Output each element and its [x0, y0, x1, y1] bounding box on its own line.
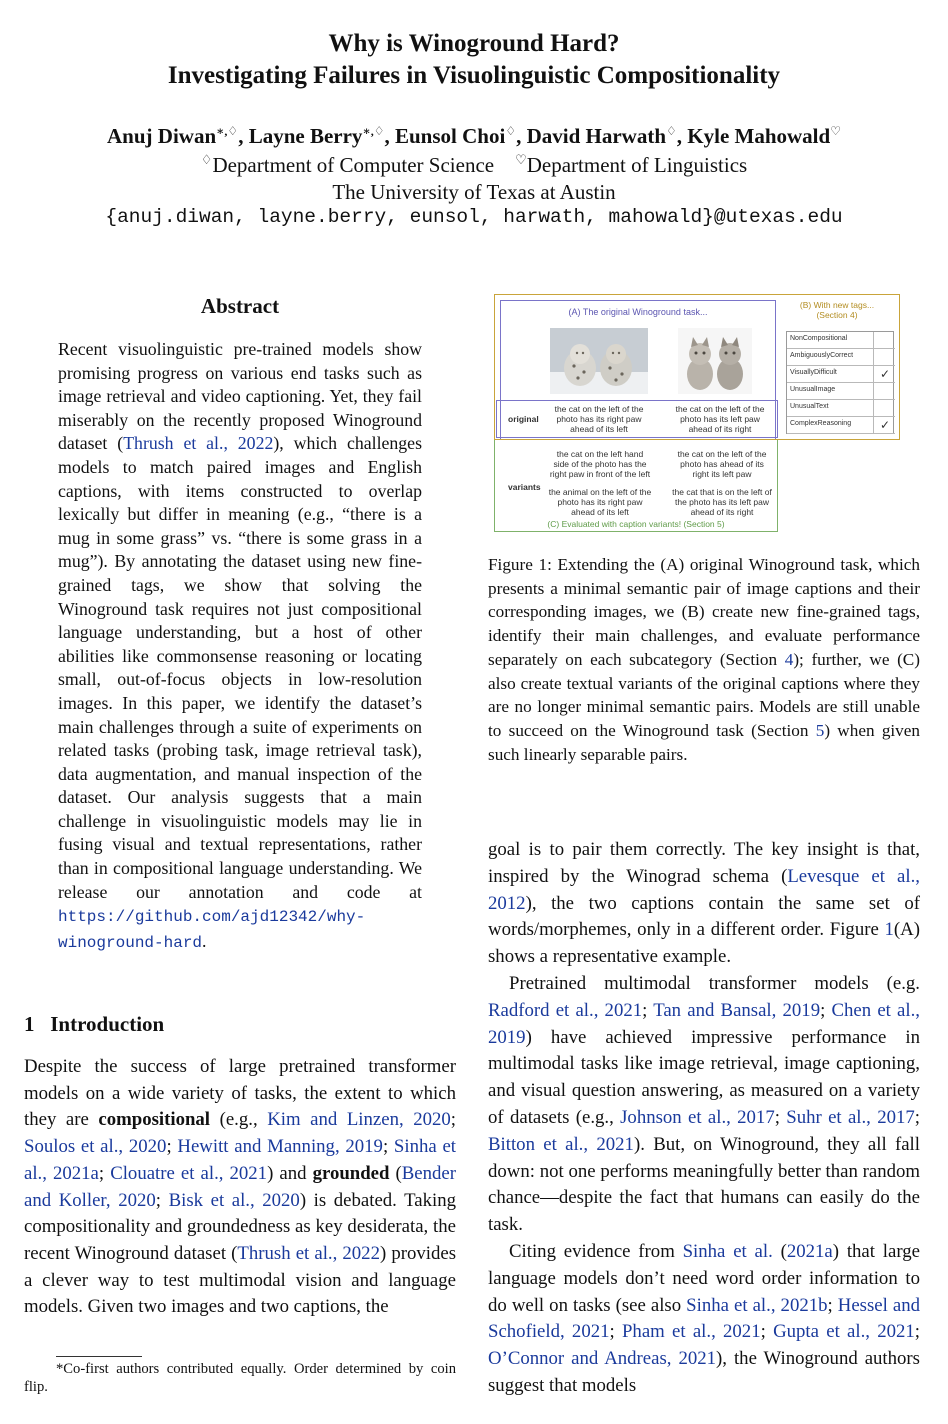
figure-var-left-1: the cat on the left hand side of the photo has the right paw in front of the left [549, 449, 651, 479]
text-run: ; [914, 1106, 920, 1128]
citation-link[interactable]: Johnson et al., 2017 [620, 1106, 775, 1128]
author-name: Layne Berry [248, 124, 363, 148]
figure-b-title: (B) With new tags... (Section 4) [799, 300, 875, 320]
figure-a-title: (A) The original Winoground task... [568, 307, 708, 317]
citation-link[interactable]: Gupta et al., 2021 [773, 1321, 915, 1343]
intro-paragraph [24, 1054, 456, 1321]
tag-name: VisuallyDifficult [790, 369, 837, 376]
figure-variants-label: variants [508, 482, 541, 492]
aff2: Department of Linguistics [526, 153, 748, 177]
check-icon [873, 400, 896, 416]
text-run: Figure 1: Extending the (A) original Winoground task, which presents a minimal semantic pair of image captions and their corresponding images, we (B) create new fine-grained tags, identify their main challenges, and evaluate performance separately on each subcategory (Section [488, 555, 920, 669]
aff1: Department of Computer Science [212, 153, 495, 177]
aff2-mark: ♡ [515, 152, 527, 167]
text-run: ); further, we (C) also create textual variants of the original captions where they are no longer minimal semantic pairs. Models are still unable to succeed on the Winoground task (Section [488, 649, 920, 740]
paper-title [0, 28, 948, 92]
tag-row [787, 417, 895, 434]
citation-link[interactable]: Bender and Koller, 2020 [24, 1162, 457, 1211]
tag-name: NonCompositional [790, 335, 848, 342]
text-run: ), the Winoground authors suggest that models [488, 1348, 920, 1396]
author-marks: ∗,♢ [216, 124, 239, 138]
text-run: ; [609, 1321, 622, 1343]
abstract-text-2: ), which challenges models to match paired images and English captions, with items constructed to overlap lexically but differ in meaning (e.g., “there is a mug in some grass” vs. “there is some grass in a mug”). By annotating the dataset using new fine-grained tags, we show that solving the Winoground task requires not just compositional language understanding, but a host of other abilities like commonsense reasoning or locating small, out-of-focus objects in low-resolution images. In this paper, we identify the dataset’s main challenges through a suite of experiments on related tasks (probing task, image retrieval task), data augmentation, and manual inspection of the dataset. Our analysis suggests that a main challenge in visuolinguistic models may lie in fusing visual and textual representations, rather than in compositional language understanding. We release our annotation and code at [58, 433, 422, 902]
bold-term: compositional [98, 1109, 211, 1131]
citation-link[interactable]: Chen et al., 2019 [488, 999, 920, 1048]
text-run: ) is debated. Taking compositionality and groundedness as key desiderata, the recent Winoground dataset ( [24, 1189, 456, 1264]
check-icon: ✓ [873, 417, 896, 433]
figure-var-right-1: the cat on the left of the photo has ahead of its right its left paw [677, 449, 767, 479]
tag-row [787, 349, 895, 366]
paragraph-1 [488, 837, 920, 971]
citation-link[interactable]: Thrush et al., 2022 [237, 1242, 380, 1264]
figure-caption [488, 553, 920, 766]
author-name: Anuj Diwan [107, 124, 217, 148]
tag-name: ComplexReasoning [790, 420, 852, 427]
text-run: ). But, on Winoground, they all fall down: not one performs meaningfully better than random chance—despite the fact that humans can easily do the task. [488, 1133, 920, 1236]
kittens-image [678, 328, 752, 394]
figure-original-label: original [508, 414, 539, 424]
right-column-body [488, 837, 920, 1400]
text-run: (e.g., [210, 1109, 268, 1131]
citation-link[interactable]: Bisk et al., 2020 [168, 1189, 300, 1211]
citation-link[interactable]: Clouatre et al., 2021 [110, 1162, 268, 1184]
text-run: ) and [267, 1162, 313, 1184]
text-run: ) that large language models don’t need word order information to do well on tasks (see also [488, 1240, 920, 1316]
text-run: ; [98, 1162, 111, 1184]
citation-link[interactable]: 1 [884, 919, 894, 941]
tag-row [787, 332, 895, 349]
title-line-2: Investigating Failures in Visuolinguistic Compositionality [167, 62, 781, 89]
text-run: ; [166, 1136, 178, 1158]
text-run: ; [450, 1109, 456, 1131]
check-icon [873, 383, 896, 399]
tag-name: UnusualText [790, 403, 829, 410]
text-run: ; [827, 1294, 838, 1316]
citation-link[interactable]: Bitton et al., 2021 [488, 1133, 634, 1155]
figure-1 [490, 294, 900, 538]
text-run: ; [820, 999, 832, 1021]
author-name: Eunsol Choi [395, 124, 506, 148]
citation-link[interactable]: Suhr et al., 2017 [786, 1106, 915, 1128]
text-run: ; [774, 1106, 787, 1128]
text-run: (A) shows a representative example. [488, 919, 920, 968]
footnote-rule [56, 1356, 142, 1357]
figure-tag-table [786, 331, 894, 434]
author-marks: ∗,♢ [362, 124, 385, 138]
citation-link[interactable]: 5 [815, 720, 825, 740]
abstract-heading: Abstract [200, 294, 280, 318]
text-run: ; [155, 1189, 169, 1211]
text-run: ; [642, 999, 654, 1021]
author-marks: ♢ [505, 124, 517, 138]
text-run: ( [772, 1240, 787, 1262]
author-name: Kyle Mahowald [687, 124, 831, 148]
footnote: *Co-first authors contributed equally. Order determined by coin flip. [24, 1361, 456, 1395]
author-marks: ♢ [666, 124, 677, 138]
abstract-text-3: . [202, 930, 207, 951]
citation-link[interactable]: 2021a [786, 1240, 833, 1262]
text-run: goal is to pair them correctly. The key insight is that, inspired by the Winograd schema ( [488, 839, 920, 887]
citation-link[interactable]: 4 [784, 649, 794, 669]
figure-var-left-2: the animal on the left of the photo has its right paw ahead of its left [548, 487, 652, 517]
citation-link[interactable]: Tan and Bansal, 2019 [653, 999, 821, 1021]
text-run: ; [382, 1136, 394, 1158]
tag-name: UnusualImage [790, 386, 836, 393]
text-run: ; [914, 1321, 921, 1343]
snow-leopard-image [550, 328, 648, 394]
text-run: ( [389, 1162, 402, 1184]
bold-term: grounded [312, 1162, 390, 1184]
figure-var-right-2: the cat that is on the left of the photo has its left paw ahead of its right [672, 487, 772, 517]
intro-heading [24, 1012, 454, 1037]
check-icon: ✓ [873, 366, 896, 382]
emails: {anuj.diwan, layne.berry, eunsol, harwath, mahowald}@utexas.edu [105, 206, 843, 228]
paragraph-3 [488, 1239, 920, 1400]
citation-link[interactable]: Kim and Linzen, 2020 [267, 1109, 451, 1131]
tag-row [787, 400, 895, 417]
section-title: Introduction [50, 1012, 165, 1036]
abstract-text-1: Recent visuolinguistic pre-trained models show promising progress on various end tasks such as image retrieval and video captioning. Yet, they fail miserably on the recently proposed Winoground dataset ( [58, 339, 422, 454]
tag-row [787, 366, 895, 383]
title-line-1: Why is Winoground Hard? [328, 30, 620, 57]
aff1-mark: ♢ [200, 152, 213, 167]
citation-link[interactable]: Sinha et al., 2021a [24, 1136, 456, 1184]
abstract-code-link[interactable]: https://github.com/ajd12342/why-winoground-hard [58, 908, 366, 952]
abstract-body [58, 338, 422, 955]
citation-link[interactable]: Radford et al., 2021 [488, 999, 643, 1021]
section-number: 1 [24, 1012, 35, 1036]
citation-link[interactable]: Pham et al., 2021 [621, 1321, 761, 1343]
figure-orig-right: the cat on the left of the photo has its left paw ahead of its right [675, 404, 765, 434]
text-run: Despite the success of large pretrained transformer models on a wide variety of tasks, the extent to which they are [24, 1056, 456, 1131]
citation-link[interactable]: Soulos et al., 2020 [24, 1136, 167, 1158]
figure-orig-left: the cat on the left of the photo has its right paw ahead of its left [554, 404, 644, 434]
citation-link[interactable]: Sinha et al. [682, 1240, 773, 1262]
paragraph-2 [488, 971, 920, 1239]
citation-link[interactable]: Levesque et al., 2012 [488, 865, 920, 914]
text-run: ) provides a clever way to test multimodal vision and language models. Given two images and two captions, the [24, 1242, 456, 1318]
affiliations [0, 152, 948, 178]
abstract-citation[interactable]: Thrush et al., 2022 [123, 433, 274, 454]
citation-link[interactable]: Sinha et al., 2021b [686, 1294, 828, 1316]
text-run: ) have achieved impressive performance in multimodal tasks like image retrieval, image captioning, and visual question answering, as measured on a variety of datasets (e.g., [488, 1026, 920, 1128]
citation-link[interactable]: O’Connor and Andreas, 2021 [488, 1348, 717, 1370]
text-run: Pretrained multimodal transformer models (e.g. [509, 972, 920, 994]
figure-c-title: (C) Evaluated with caption variants! (Section 5) [547, 519, 725, 529]
tag-row [787, 383, 895, 400]
tag-name: AmbiguouslyCorrect [790, 352, 854, 359]
university: The University of Texas at Austin [332, 180, 616, 204]
check-icon [873, 332, 896, 348]
text-run: ) when given such linearly separable pairs. [488, 720, 920, 764]
check-icon [873, 349, 896, 365]
citation-link[interactable]: Hewitt and Manning, 2019 [177, 1136, 383, 1158]
author-name: David Harwath [526, 124, 667, 148]
author-marks: ♡ [830, 124, 841, 138]
citation-link[interactable]: Hessel and Schofield, 2021 [488, 1294, 921, 1343]
text-run: ; [760, 1321, 774, 1343]
text-run: Citing evidence from [509, 1240, 683, 1262]
author-list: Anuj Diwan∗,♢, Layne Berry∗,♢, Eunsol Choi♢, David Harwath♢, Kyle Mahowald♡ [107, 124, 841, 148]
text-run: ), the two captions contain the same set of words/morphemes, only in a different order. Figure [488, 892, 920, 941]
